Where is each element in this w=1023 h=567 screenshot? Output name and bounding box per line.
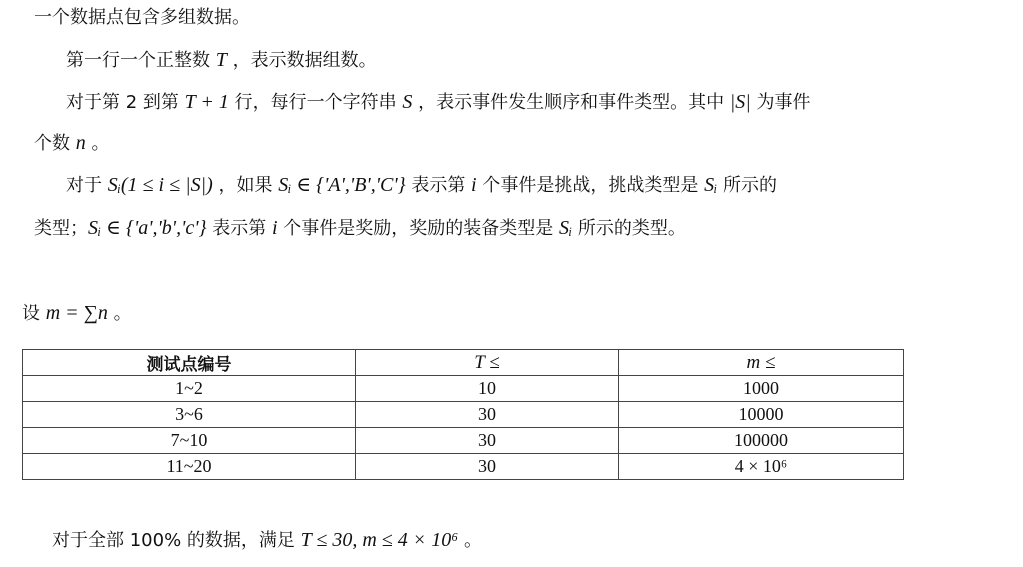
math-Si: Sᵢ [558, 217, 573, 239]
paragraph-event-count [34, 131, 109, 156]
math-uppercase-set: Sᵢ ∈ {'A','B','C'} [278, 174, 406, 196]
text: 。 [85, 133, 110, 154]
text: 。 [458, 530, 482, 551]
text: 个数 [34, 133, 76, 154]
text: 表示第 [206, 218, 272, 239]
math-i: i [471, 174, 477, 196]
text: 对于全部 100% 的数据，满足 [52, 530, 301, 551]
paragraph-reward [34, 216, 686, 241]
intro-text: 一个数据点包含多组数据。 [34, 7, 250, 28]
text: 。 [107, 303, 132, 324]
cell: 30 [356, 428, 619, 454]
math-lowercase-set: Sᵢ ∈ {'a','b','c'} [88, 217, 207, 239]
table-header-row [23, 350, 904, 376]
text: 所示的类型。 [572, 218, 686, 239]
cell: 10 [356, 376, 619, 402]
text: 所示的 [717, 175, 777, 196]
cell: 100000 [619, 428, 904, 454]
paragraph-input-count [66, 48, 377, 73]
cell: 4 × 10⁶ [619, 454, 904, 480]
math-m-sum: m = ∑n [45, 302, 108, 324]
text: 第一行一个正整数 [66, 50, 216, 71]
math-i: i [271, 217, 278, 239]
text: 对于 [66, 175, 108, 196]
text: 表示第 [405, 175, 472, 196]
math-constraints: T ≤ 30, m ≤ 4 × 10⁶ [300, 529, 459, 551]
text: 设 [22, 303, 46, 324]
header-T: T ≤ [356, 350, 619, 376]
text: 个事件是挑战，挑战类型是 [476, 175, 705, 196]
cell: 11~20 [23, 454, 356, 480]
table-row [23, 454, 904, 480]
text: ，如果 [212, 175, 279, 196]
text: ，表示事件发生顺序和事件类型。其中 [412, 92, 730, 113]
text: 个事件是奖励，奖励的装备类型是 [277, 218, 559, 239]
math-S: S [402, 91, 413, 113]
cell: 10000 [619, 402, 904, 428]
header-testcase-id: 测试点编号 [23, 350, 356, 376]
math-n: n [75, 132, 86, 154]
cell: 3~6 [23, 402, 356, 428]
paragraph-m-definition [22, 301, 132, 326]
paragraph-string-lines [66, 90, 811, 115]
constraints-table [22, 349, 904, 480]
table-row [23, 402, 904, 428]
math-T: T [215, 49, 227, 71]
math-range: Sᵢ(1 ≤ i ≤ |S|) [107, 174, 213, 196]
math-Si: Sᵢ [704, 174, 718, 196]
text: 类型； [34, 218, 88, 239]
text: 对于第 2 到第 [66, 92, 185, 113]
table-row [23, 376, 904, 402]
cell: 30 [356, 402, 619, 428]
cell: 1~2 [23, 376, 356, 402]
math-abs-S: |S| [729, 91, 751, 113]
text: ，表示数据组数。 [226, 50, 377, 71]
header-m: m ≤ [619, 350, 904, 376]
cell: 1000 [619, 376, 904, 402]
text: 为事件 [750, 92, 811, 113]
cell: 7~10 [23, 428, 356, 454]
math-T-plus-1: T + 1 [184, 91, 229, 113]
paragraph-challenge [66, 173, 777, 198]
text: 行，每行一个字符串 [228, 92, 403, 113]
cell: 30 [356, 454, 619, 480]
table-row [23, 428, 904, 454]
paragraph-global-constraints [52, 528, 482, 553]
